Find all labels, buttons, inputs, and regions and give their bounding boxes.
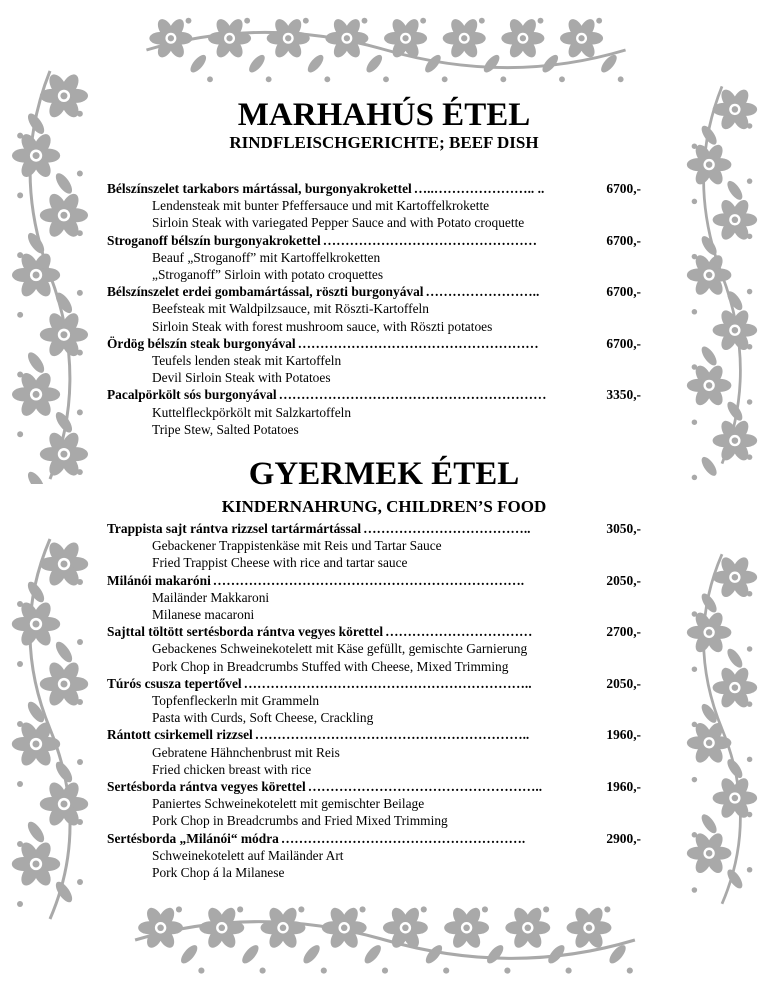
dish-name: Sertésborda „Milánói“ módra [107,830,279,846]
dish-name-english: Pasta with Curds, Soft Cheese, Crackling [152,710,374,726]
section-title-beef: MARHAHÚS ÉTEL [237,97,531,133]
dish-name-english: Tripe Stew, Salted Potatoes [152,421,299,437]
dish-name-german: Mailänder Makkaroni [152,589,270,605]
menu-item [107,232,641,284]
dish-price: 2700,- [606,624,641,640]
dish-price: 1960,- [606,727,641,743]
dish-price: 1960,- [606,779,641,795]
menu-item-header [107,572,641,589]
dish-name: Rántott csirkemell rizzsel [107,727,253,743]
menu-item [107,623,641,675]
section-subtitle-children: KINDERNAHRUNG, CHILDREN’S FOOD [221,497,547,516]
dot-leader: …..………………….. .. [413,181,545,196]
dish-name: Trappista sajt rántva rizzsel tartármártással [107,521,362,536]
dish-name-english: Sirloin Steak with forest mushroom sauce, with Röszti potatoes [152,318,493,334]
menu-item [107,520,641,572]
dish-name-english: Pork Chop in Breadcrumbs and Fried Mixed Trimming [152,813,448,829]
dot-leader: ………………………………………………. [280,830,526,846]
dot-leader: ……………………………………………………………. [212,572,525,588]
menu-item-header [107,283,641,300]
floral-ornament-bottom-icon [130,892,640,988]
menu-item-header [107,232,641,249]
dish-name: Túrós csusza tepertővel [107,675,242,691]
menu-item [107,726,641,778]
menu-item [107,180,641,232]
dish-name-english: Devil Sirloin Steak with Potatoes [152,370,331,386]
dot-leader: …………………………………………………….. [254,727,530,743]
dish-name-english: Pork Chop á la Milanese [152,865,285,881]
menu-item [107,283,641,335]
dish-name: Sertésborda rántva vegyes körettel [107,779,306,795]
menu-item [107,778,641,830]
floral-ornament-left-bottom-icon [0,534,100,924]
section-title-children: GYERMEK ÉTEL [248,456,520,492]
dish-name-german: Gebackener Trappistenkäse mit Reis und Tartar Sauce [152,538,442,554]
menu-item [107,572,641,624]
menu-item [107,675,641,727]
dot-leader: …………………………………………………… [278,387,547,403]
dish-name: Pacalpörkölt sós burgonyával [107,387,277,403]
dot-leader: …………………….. [425,284,540,300]
menu-item-header [107,778,641,795]
dish-name: Sajttal töltött sertésborda rántva vegyes körettel [107,624,384,640]
dish-name-german: Gebratene Hähnchenbrust mit Reis [152,744,340,760]
dish-name-german: Gebackenes Schweinekotelett mit Käse gefüllt, gemischte Garnierung [152,641,528,657]
dish-name-german: Teufels lenden steak mit Kartoffeln [152,353,342,369]
menu-item-header [107,180,641,197]
section-subtitle-beef: RINDFLEISCHGERICHTE; BEEF DISH [229,133,539,152]
menu-list-beef [107,180,641,438]
dish-name: Bélszínszelet erdei gombamártással, röszti burgonyával [107,284,424,300]
dish-name-german: Kuttelfleckpörkölt mit Salzkartoffeln [152,404,352,420]
dish-name-german: Schweinekotelett auf Mailänder Art [152,847,344,863]
dish-name-german: Beefsteak mit Waldpilzsauce, mit Röszti-Kartoffeln [152,301,429,317]
dish-price: 3350,- [606,387,641,403]
floral-ornament-right-bottom-icon [676,534,768,924]
dish-name: Ördög bélszín steak burgonyával [107,335,296,351]
floral-ornament-top-icon [140,6,632,94]
dish-name-english: Fried chicken breast with rice [152,761,312,777]
dish-name: Milánói makaróni [107,572,211,588]
menu-item-header [107,830,641,847]
dish-price: 6700,- [606,181,641,196]
dish-name-english: „Stroganoff” Sirloin with potato croquettes [152,267,384,283]
dish-name-english: Pork Chop in Breadcrumbs Stuffed with Cheese, Mixed Trimming [152,658,509,674]
dish-price: 6700,- [606,284,641,300]
dish-name-german: Beauf „Stroganoff” mit Kartoffelkroketten [152,249,381,265]
dish-price: 2050,- [606,675,641,691]
dish-name-english: Milanese macaroni [152,607,255,623]
dish-name-german: Topfenfleckerln mit Grammeln [152,693,320,709]
dish-name-english: Fried Trappist Cheese with rice and tartar sauce [152,555,408,571]
dish-name-german: Paniertes Schweinekotelett mit gemischter Beilage [152,796,425,812]
dish-price: 3050,- [606,521,641,536]
dish-price: 2050,- [606,572,641,588]
menu-item-header [107,386,641,403]
menu-item-header [107,623,641,640]
menu-item-header [107,520,641,537]
dot-leader: …………………………… [385,624,533,640]
dish-name: Bélszínszelet tarkabors mártással, burgonyakrokettel [107,181,412,196]
menu-item [107,335,641,387]
dish-name-english: Sirloin Steak with variegated Pepper Sauce and with Potato croquette [152,215,525,231]
dish-price: 6700,- [606,335,641,351]
menu-item-header [107,335,641,352]
dot-leader: …………………………………………….. [307,779,543,795]
dish-price: 6700,- [606,232,641,248]
menu-item [107,830,641,882]
dish-price: 2900,- [606,830,641,846]
menu-item [107,386,641,438]
menu-item-header [107,726,641,743]
dot-leader: ……………………………………………………….. [243,675,532,691]
dot-leader: ……………………………………………… [297,335,539,351]
menu-list-children [107,520,641,881]
dish-name-german: Lendensteak mit bunter Pfeffersauce und mit Kartoffelkrokette [152,198,490,214]
dot-leader: ………………………………………… [322,232,538,248]
menu-item-header [107,675,641,692]
dish-name: Stroganoff bélszín burgonyakrokettel [107,232,321,248]
dot-leader: ……………………………….. [363,521,531,536]
